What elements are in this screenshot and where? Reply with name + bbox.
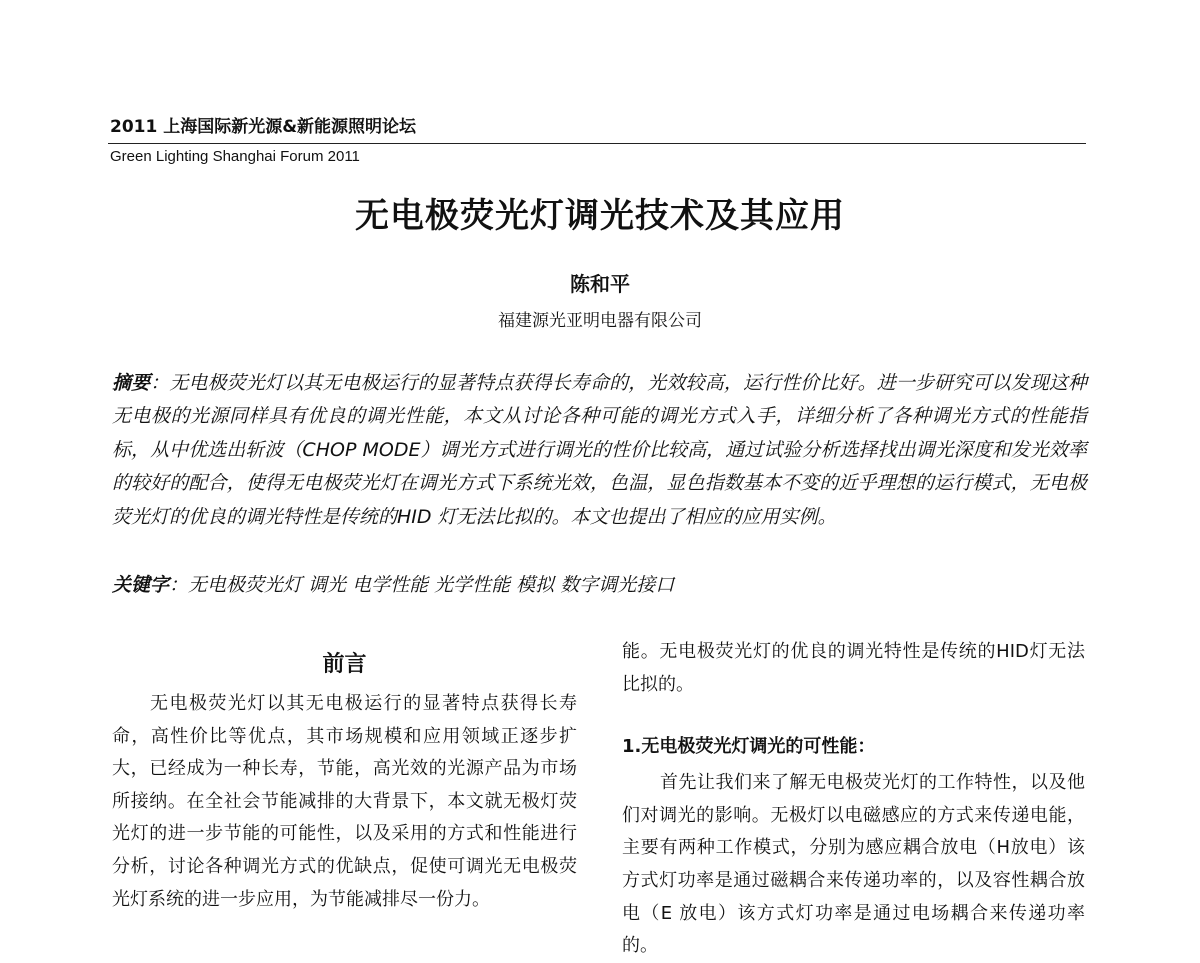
section-1-paragraph: 首先让我们来了解无电极荧光灯的工作特性，以及他们对调光的影响。无极灯以电磁感应的方式来传递电能，主要有两种工作模式，分别为感应耦合放电（H放电）该方式灯功率是通过磁耦合来传递功率的，以及容性耦合放电（E 放电）该方式灯功率是通过电场耦合来传递功率的。	[622, 772, 1085, 957]
abstract-label: 摘要	[112, 372, 151, 394]
author-name: 陈和平	[570, 272, 630, 296]
continued-paragraph: 能。无电极荧光灯的优良的调光特性是传统的HID灯无法比拟的。	[622, 641, 1085, 695]
conference-header-cn: 2011 上海国际新光源&新能源照明论坛	[110, 117, 417, 137]
paper-title: 无电极荧光灯调光技术及其应用	[355, 196, 845, 236]
left-column	[112, 648, 577, 916]
abstract-text: ：无电极荧光灯以其无电极运行的显著特点获得长寿命的，光效较高，运行性价比好。进一步研究可以发现这种无电极的光源同样具有优良的调光性能，本文从讨论各种可能的调光方式入手，详细分析了各种调光方式的性能指标，从中优选出斩波（CHOP MODE）调光方式进行调光的性价比较高，通过试验分析选择找出调光深度和发光效率的较好的配合，使得无电极荧光灯在调光方式下系统光效，色温，显色指数基本不变的近乎理想的运行模式，无电极荧光灯的优良的调光特性是传统的HID 灯无法比拟的。本文也提出了相应的应用实例。	[112, 372, 1087, 528]
section-title-1: 1.无电极荧光灯调光的可性能：	[622, 736, 876, 758]
preface-paragraph: 无电极荧光灯以其无电极运行的显著特点获得长寿命，高性价比等优点，其市场规模和应用领域正逐步扩大，已经成为一种长寿，节能，高光效的光源产品为市场所接纳。在全社会节能减排的大背景下，本文就无极灯荧光灯的进一步节能的可能性，以及采用的方式和性能进行分析，讨论各种调光方式的优缺点，促使可调光无电极荧光灯系统的进一步应用，为节能减排尽一份力。	[112, 693, 577, 910]
keywords-label: 关键字	[112, 574, 170, 596]
abstract	[112, 367, 1087, 534]
keywords-text: ：无电极荧光灯 调光 电学性能 光学性能 模拟 数字调光接口	[169, 574, 675, 596]
keywords	[112, 569, 1087, 602]
header-divider	[108, 143, 1086, 144]
right-column	[622, 636, 1085, 963]
conference-header-en: Green Lighting Shanghai Forum 2011	[110, 148, 360, 165]
author-affiliation: 福建源光亚明电器有限公司	[498, 311, 702, 331]
section-title-preface: 前言	[322, 652, 367, 677]
